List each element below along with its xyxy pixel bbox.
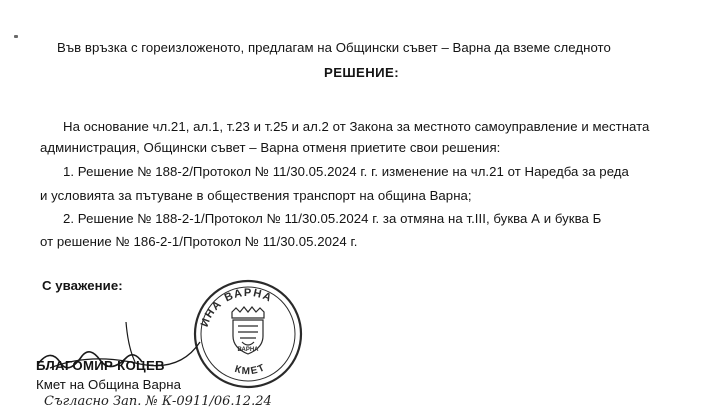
signer-name: БЛАГОМИР КОЦЕВ [36, 358, 165, 373]
basis-paragraph-line-1: На основание чл.21, ал.1, т.23 и т.25 и ал.2 от Закона за местното самоуправление и местната [63, 119, 650, 134]
svg-text:ВАРНА: ВАРНА [237, 347, 259, 353]
svg-text:ИНА ВАРНА: ИНА ВАРНА [198, 286, 275, 329]
basis-paragraph-line-2: администрация, Общински съвет – Варна отменя приетите свои решения: [40, 140, 501, 155]
decision-heading: РЕШЕНИЕ: [324, 65, 400, 80]
item-2-line-2: от решение № 186-2-1/Протокол № 11/30.05.2024 г. [40, 234, 358, 249]
margin-mark [14, 35, 18, 38]
signer-title: Кмет на Община Варна [36, 377, 182, 392]
item-2-line-1: 2. Решение № 188-2-1/Протокол № 11/30.05.2024 г. за отмяна на т.III, буква А и буква Б [63, 211, 602, 226]
closing-regards: С уважение: [42, 278, 123, 293]
item-1-line-1: 1. Решение № 188-2/Протокол № 11/30.05.2024 г. г. изменение на чл.21 от Наредба за реда [63, 164, 629, 179]
intro-line: Във връзка с гореизложеното, предлагам на Общински съвет – Варна да вземе следното [57, 40, 611, 55]
item-1-line-2: и условията за пътуване в обществения транспорт на община Варна; [40, 188, 472, 203]
approval-note-text: Съгласно Зап. № К-0911/06.12.24 [44, 394, 272, 409]
svg-text:КМЕТ: КМЕТ [233, 362, 268, 378]
handwritten-approval-note [44, 390, 304, 409]
